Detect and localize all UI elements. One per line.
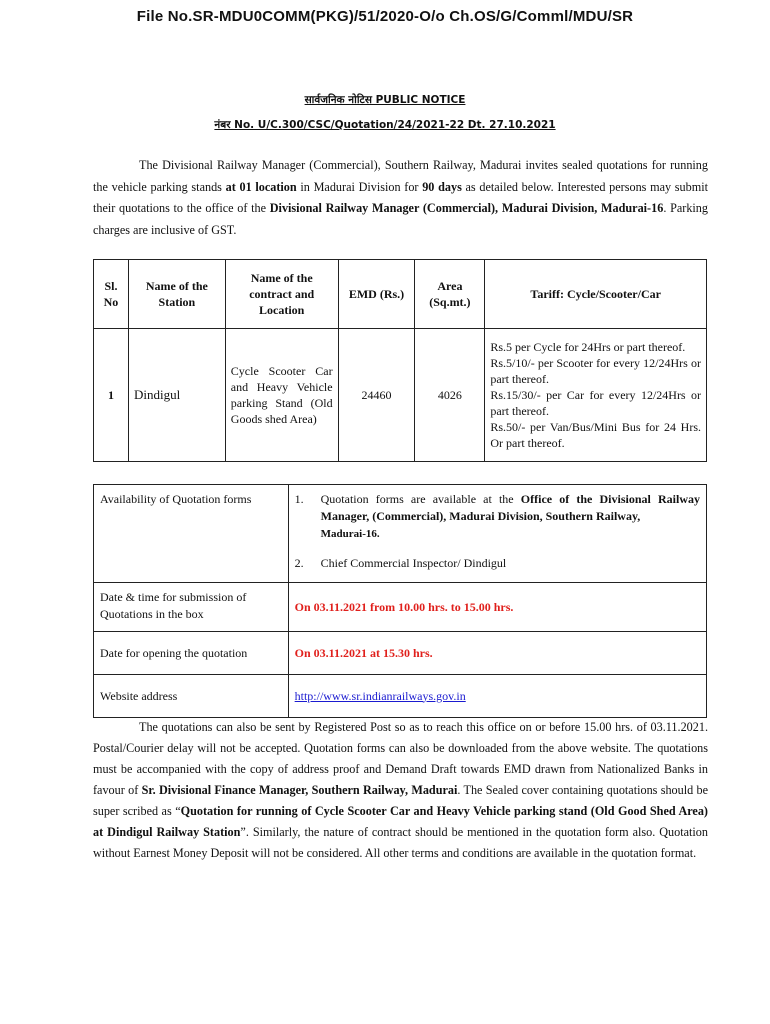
- list-text: Chief Commercial Inspector/ Dindigul: [320, 556, 507, 570]
- table-row: [94, 583, 707, 632]
- header-sl-no: Sl. No: [94, 260, 129, 329]
- cell-station: Dindigul: [128, 329, 225, 462]
- website-label: Website address: [94, 675, 289, 718]
- table-row: [94, 485, 707, 583]
- cell-tariff: [485, 329, 707, 462]
- list-text: [321, 491, 700, 543]
- cell-emd: 24460: [338, 329, 415, 462]
- tariff-line: Rs.5 per Cycle for 24Hrs or part thereof.: [490, 340, 686, 354]
- intro-text: The Divisional Railway Manager (Commercial), Southern Railway, Madurai invites sealed quotations for running the vehicle parking stands: [93, 158, 708, 194]
- closing-text: The quotations can also be sent by Registered Post so as to reach this office on or before 15.00 hrs. of 03.11.2021. Postal/Courier delay will not be accepted. Quotation forms can also be downloaded from the above website. The quotations must be accompanied with the copy of address proof and Demand Draft towards EMD drawn from Nationalized Banks in favour of: [93, 720, 708, 797]
- tariff-line: Rs.15/30/- per Car for every 12/24Hrs or part thereof.: [490, 388, 701, 418]
- tariff-line: Rs.5/10/- per Scooter for every 12/24Hrs or part thereof.: [490, 356, 701, 386]
- closing-paragraph: [93, 717, 708, 864]
- closing-text: ”. Similarly, the nature of contract should be mentioned in the quotation form also. Quotation without Earnest Money Deposit will not be considered. All other terms and conditions are available in the quotation format.: [93, 825, 708, 860]
- opening-value: On 03.11.2021 at 15.30 hrs.: [288, 632, 706, 675]
- submission-value: On 03.11.2021 from 10.00 hrs. to 15.00 hrs.: [288, 583, 706, 632]
- table-row: [94, 632, 707, 675]
- cell-sl-no: 1: [94, 329, 129, 462]
- list-number: 1.: [294, 492, 304, 506]
- notice-title: सार्वजनिक नोटिस PUBLIC NOTICE: [304, 94, 466, 106]
- file-number: File No.SR-MDU0COMM(PKG)/51/2020-O/o Ch.OS/G/Comml/MDU/SR: [136, 8, 634, 25]
- info-table: [93, 484, 707, 718]
- intro-bold-location: at 01 location: [225, 179, 297, 194]
- availability-label: Availability of Quotation forms: [94, 485, 289, 583]
- intro-text: as detailed below. Interested persons may submit their quotations to the office of the: [93, 179, 708, 215]
- header-tariff: Tariff: Cycle/Scooter/Car: [485, 260, 707, 329]
- intro-bold-office: Divisional Railway Manager (Commercial), Madurai Division, Madurai-16: [269, 201, 664, 215]
- list-item: [295, 491, 700, 543]
- table-header-row: [94, 260, 707, 329]
- header-area: Area (Sq.mt.): [415, 260, 485, 329]
- item1-city: Madurai-16.: [320, 528, 380, 540]
- submission-label: Date & time for submission of Quotations in the box: [94, 583, 289, 632]
- header-station: Name of the Station: [128, 260, 225, 329]
- list-item: [295, 555, 700, 572]
- closing-text: . The Sealed cover containing quotations should be super scribed as “: [93, 783, 709, 818]
- cell-contract: Cycle Scooter Car and Heavy Vehicle parking Stand (Old Goods shed Area): [225, 329, 338, 462]
- tariff-line: Rs.50/- per Van/Bus/Mini Bus for 24 Hrs. Or part thereof.: [490, 420, 701, 450]
- availability-value: [288, 485, 706, 583]
- contract-table: [93, 259, 707, 462]
- intro-paragraph: [93, 155, 708, 241]
- table-row: [94, 329, 707, 462]
- notice-reference: नंबर No. U/C.300/CSC/Quotation/24/2021-22 Dt. 27.10.2021: [214, 119, 556, 131]
- intro-text: in Madurai Division for: [296, 179, 423, 194]
- list-number: 2.: [294, 556, 304, 570]
- cell-area: 4026: [415, 329, 485, 462]
- forms-list: [295, 491, 700, 572]
- website-link[interactable]: http://www.sr.indianrailways.gov.in: [294, 688, 466, 703]
- opening-label: Date for opening the quotation: [94, 632, 289, 675]
- intro-bold-days: 90 days: [422, 179, 462, 194]
- header-contract: Name of the contract and Location: [225, 260, 338, 329]
- item1-text: Quotation forms are available at the: [320, 492, 521, 506]
- closing-bold-superscription: Quotation for running of Cycle Scooter Car and Heavy Vehicle parking stand (Old Good Shed Area) at Dindigul Railway Station: [93, 804, 708, 839]
- header-emd: EMD (Rs.): [338, 260, 415, 329]
- table-row: [94, 675, 707, 718]
- intro-text: . Parking charges are inclusive of GST.: [93, 201, 708, 237]
- item1-bold: Office of the Divisional Railway Manager, (Commercial), Madurai Division, Southern Railway,: [320, 492, 701, 523]
- closing-bold-payee: Sr. Divisional Finance Manager, Southern Railway, Madurai: [141, 783, 458, 797]
- website-cell: [288, 675, 706, 718]
